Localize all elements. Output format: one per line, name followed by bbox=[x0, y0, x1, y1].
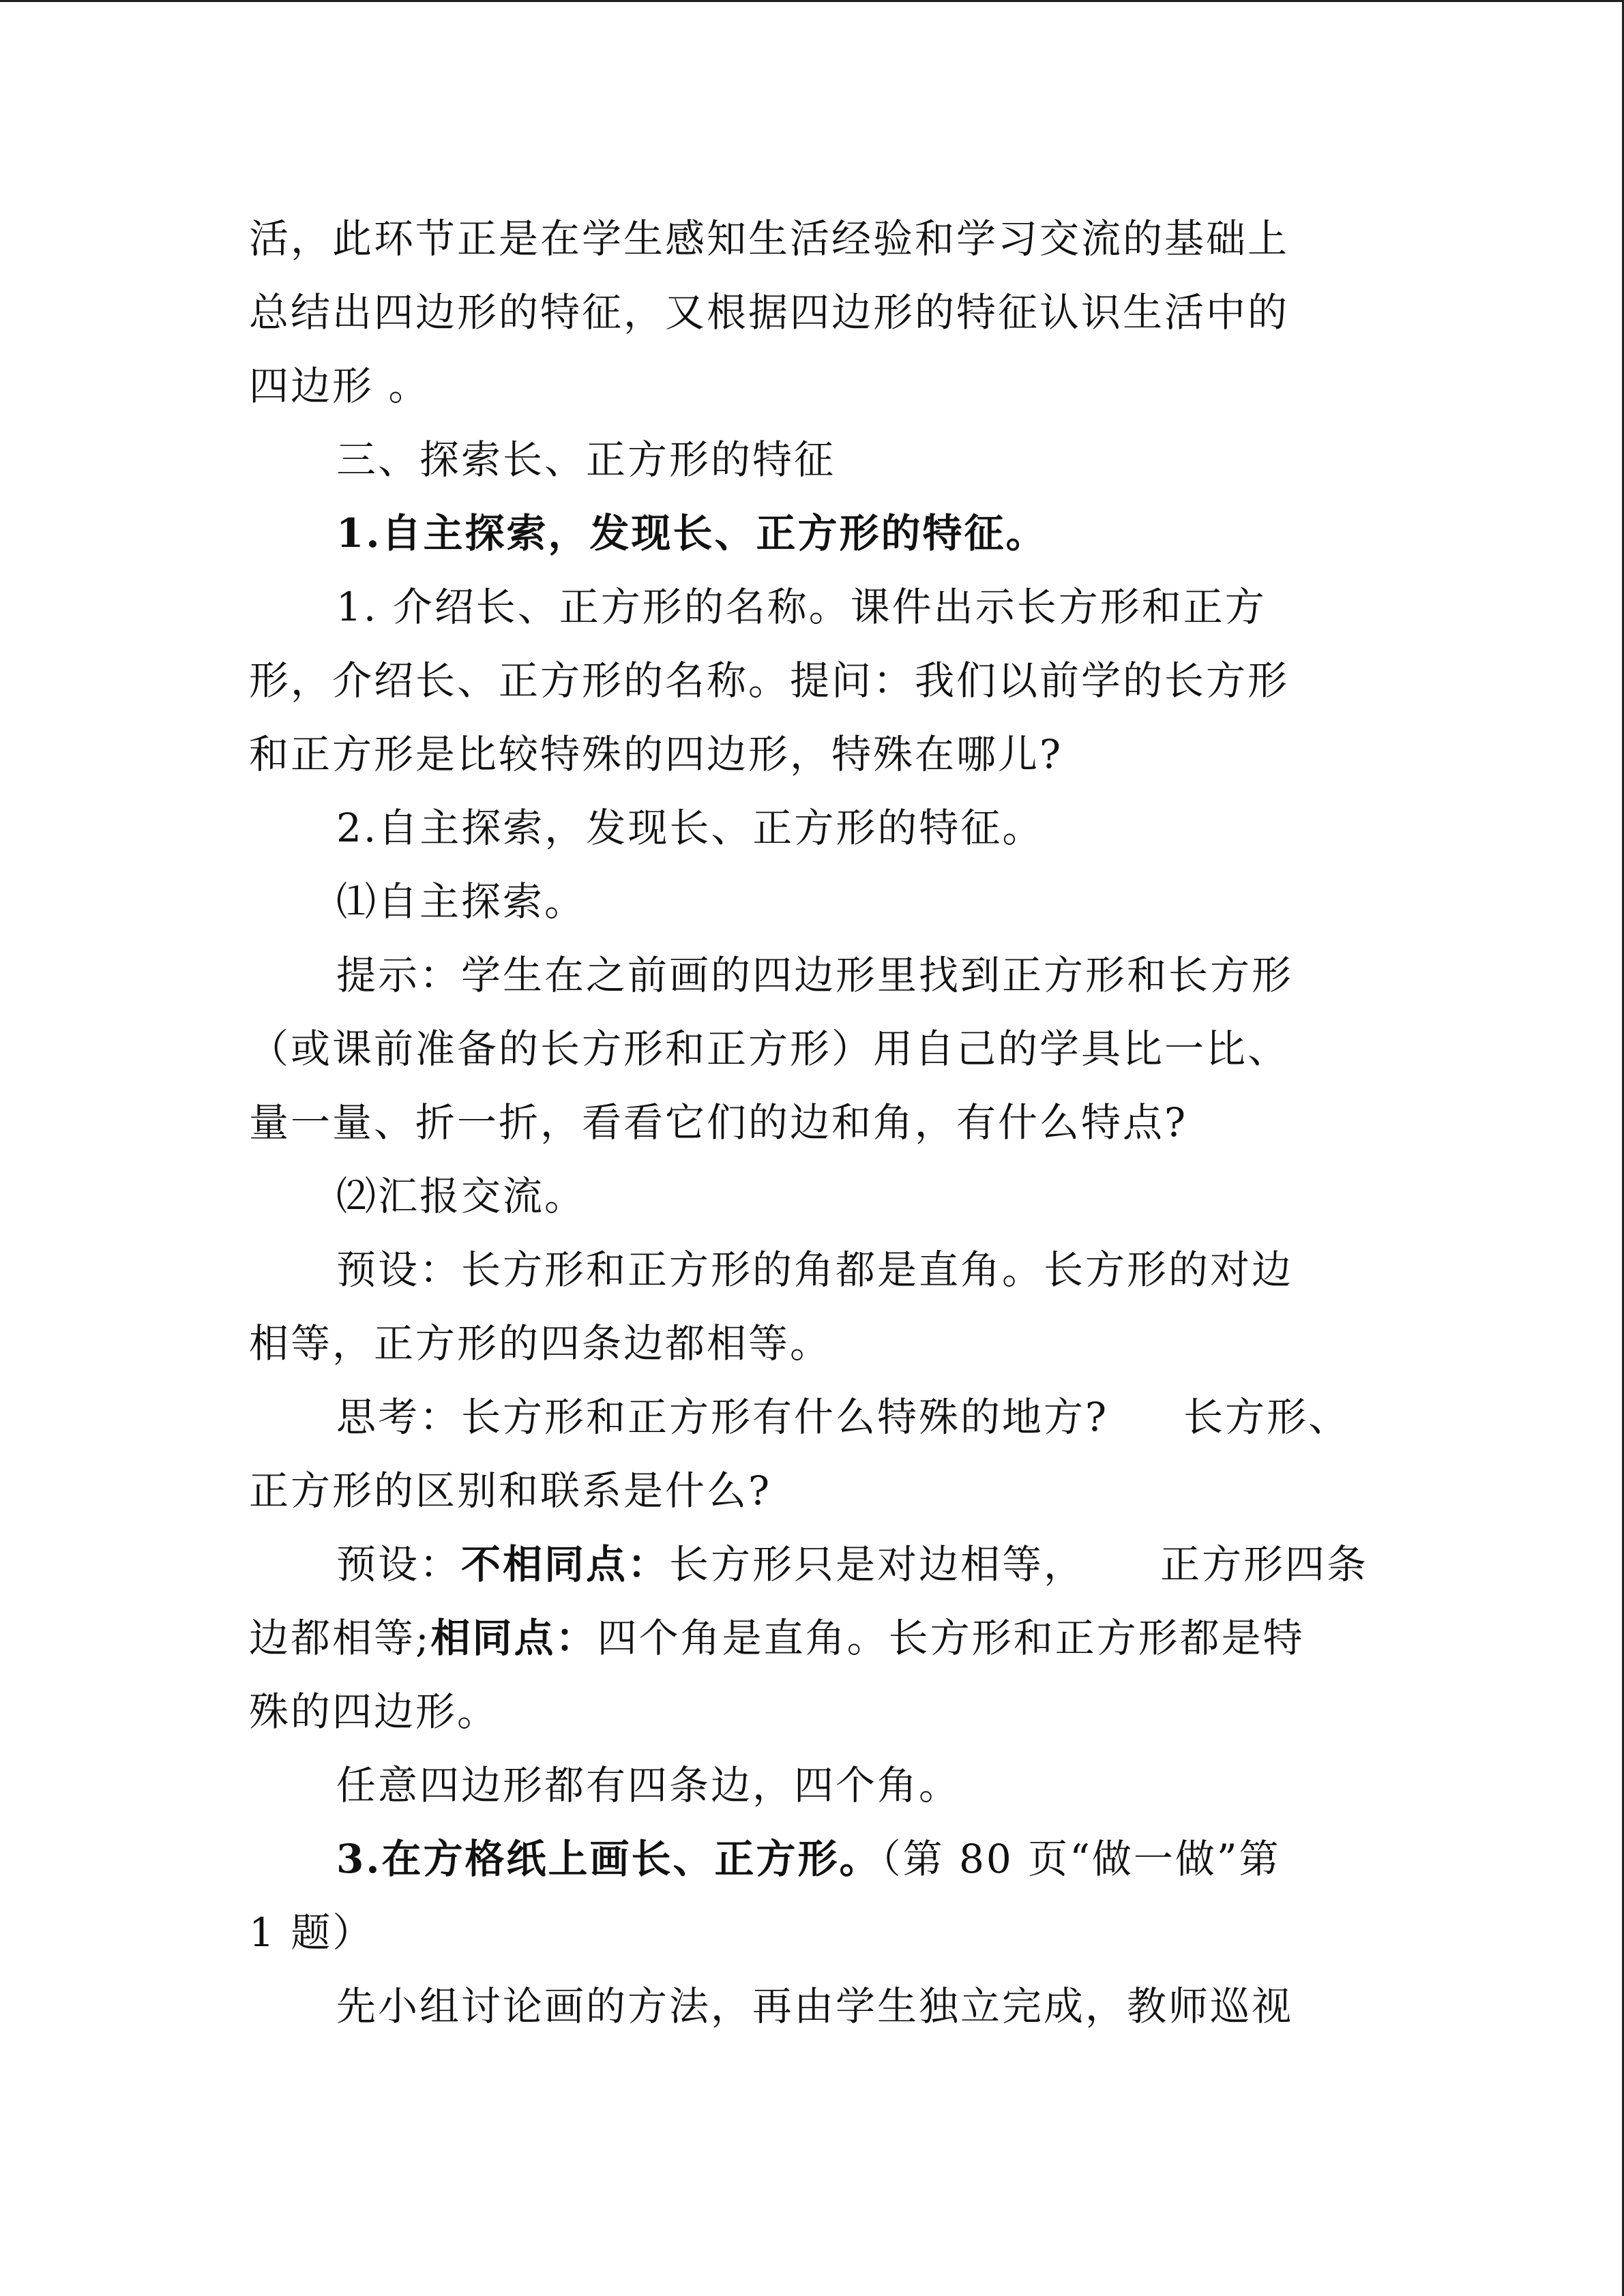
paragraph-line: 1. 介绍长、正方形的名称。课件出示长方形和正方 bbox=[336, 584, 1267, 630]
text-segment: 正方形四条 bbox=[1160, 1541, 1369, 1587]
bold-term: 相同点： bbox=[430, 1615, 597, 1661]
bold-heading: 3.在方格纸上画长、正方形。 bbox=[336, 1836, 881, 1882]
paragraph-line: （或课前准备的长方形和正方形）用自己的学具比一比、 bbox=[249, 1026, 1290, 1072]
section-heading: 三、探索长、正方形的特征 bbox=[336, 436, 836, 483]
paragraph-line: ⑴自主探索。 bbox=[336, 878, 587, 925]
paragraph-line: 先小组讨论画的方法，再由学生独立完成，教师巡视 bbox=[336, 1983, 1294, 2029]
text-segment: 思考：长方形和正方形有什么特殊的地方? bbox=[336, 1394, 1109, 1440]
paragraph-line: 量一量、折一折，看看它们的边和角，有什么特点? bbox=[249, 1099, 1188, 1146]
text-segment: 长方形、 bbox=[1183, 1394, 1350, 1440]
paragraph-line: 任意四边形都有四条边，四个角。 bbox=[336, 1762, 961, 1808]
paragraph-line: 1 题） bbox=[249, 1909, 374, 1956]
paragraph-line: 提示：学生在之前画的四边形里找到正方形和长方形 bbox=[336, 952, 1294, 998]
paragraph-line: 活，此环节正是在学生感知生活经验和学习交流的基础上 bbox=[249, 215, 1290, 262]
paragraph-line bbox=[249, 1601, 1395, 1675]
paragraph-line: ⑵汇报交流。 bbox=[336, 1173, 587, 1219]
paragraph-line bbox=[249, 1527, 1395, 1601]
paragraph-line: 四边形 。 bbox=[249, 363, 430, 409]
subsection-heading: 1.自主探索，发现长、正方形的特征。 bbox=[336, 510, 1048, 556]
paragraph-line bbox=[249, 1380, 1395, 1454]
text-segment: 预设： bbox=[336, 1541, 462, 1587]
paragraph-line: 殊的四边形。 bbox=[249, 1688, 499, 1735]
text-segment: 四个角是直角。长方形和正方形都是特 bbox=[597, 1615, 1305, 1661]
paragraph-line: 形，介绍长、正方形的名称。提问：我们以前学的长方形 bbox=[249, 657, 1290, 704]
page-top-border bbox=[0, 0, 1624, 2]
paragraph-line: 总结出四边形的特征，又根据四边形的特征认识生活中的 bbox=[249, 289, 1290, 336]
paragraph-line: 相等，正方形的四条边都相等。 bbox=[249, 1320, 832, 1367]
paragraph-line: 预设：长方形和正方形的角都是直角。长方形的对边 bbox=[336, 1247, 1294, 1293]
paragraph-line: 2.自主探索，发现长、正方形的特征。 bbox=[336, 805, 1044, 851]
bold-term: 不相同点： bbox=[461, 1541, 670, 1587]
text-segment: 边都相等; bbox=[249, 1615, 431, 1661]
paragraph-line: 和正方形是比较特殊的四边形，特殊在哪儿? bbox=[249, 731, 1063, 777]
paragraph-line: 正方形的区别和联系是什么? bbox=[249, 1467, 772, 1514]
paragraph-line bbox=[249, 1822, 1395, 1896]
text-segment: 长方形只是对边相等， bbox=[669, 1541, 1086, 1587]
document-page bbox=[249, 202, 1395, 2043]
text-segment: （第 80 页“做一做”第 bbox=[881, 1836, 1281, 1882]
